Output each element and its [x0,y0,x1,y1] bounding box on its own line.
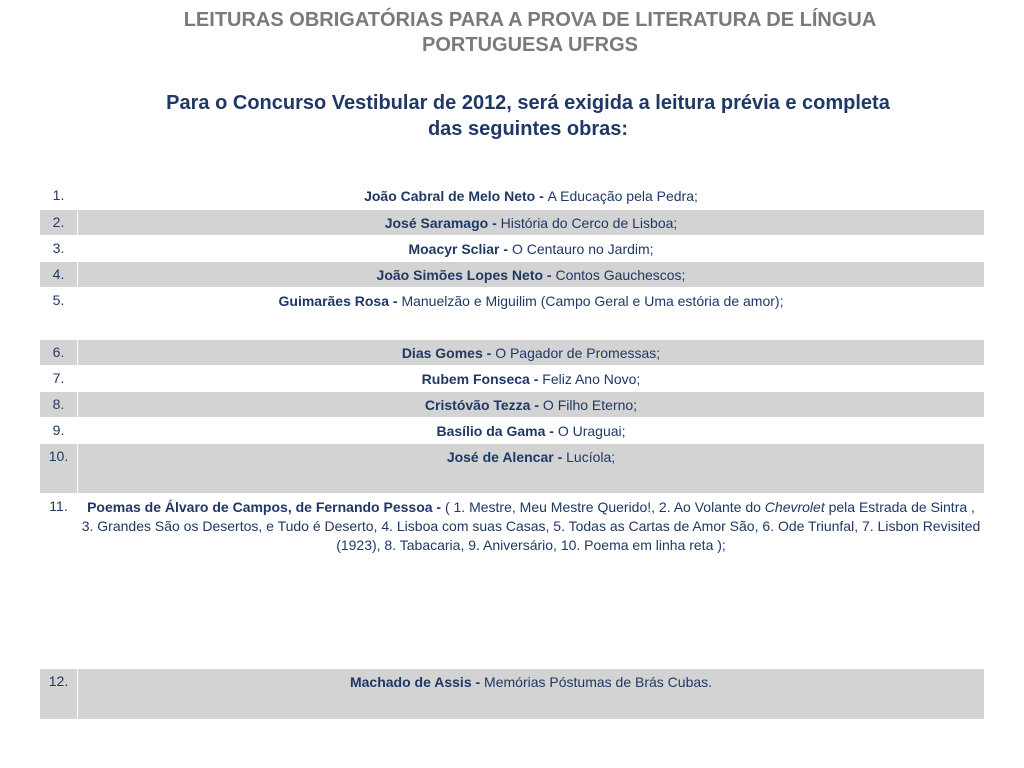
row-content [78,262,984,287]
row-content [78,236,984,261]
author-name: Poemas de Álvaro de Campos, de Fernando Pessoa - [87,499,445,515]
row-content [78,418,984,443]
work-title-part1: ( 1. Mestre, Meu Mestre Querido!, 2. Ao Volante do [444,499,765,515]
table-row [40,365,984,391]
table-row [40,235,984,261]
row-content [78,392,984,417]
row-number: 8. [40,392,78,417]
page-title-line1: LEITURAS OBRIGATÓRIAS PARA A PROVA DE LITERATURA DE LÍNGUA [183,9,877,31]
work-title-italic: Chevrolet [764,499,825,515]
row-number: 11. [40,494,78,668]
work-title: História do Cerco de Lisboa; [500,215,678,231]
table-row [40,287,984,339]
row-number: 2. [40,210,78,235]
row-content [78,288,984,339]
table-row [40,339,984,365]
table-row [40,417,984,443]
row-number: 10. [40,444,78,493]
work-title: A Educação pela Pedra; [547,188,698,204]
table-row [40,182,984,209]
author-name: Machado de Assis - [349,674,485,690]
page-title-line2: PORTUGUESA UFRGS [422,34,638,56]
author-name: Cristóvão Tezza - [424,397,543,413]
row-number: 12. [40,669,78,719]
table-row [40,668,984,719]
row-content [78,210,984,235]
work-title: Memórias Póstumas de Brás Cubas. [484,674,713,690]
author-name: Basílio da Gama - [436,423,558,439]
row-content [78,366,984,391]
row-number: 6. [40,340,78,365]
work-title: Contos Gauchescos; [555,267,686,283]
author-name: Dias Gomes - [401,345,496,361]
subtitle-line2: das seguintes obras: [427,118,629,140]
work-title: Feliz Ano Novo; [542,371,641,387]
work-title: Manuelzão e Miguilim (Campo Geral e Uma estória de amor); [401,293,784,309]
row-content [78,183,984,209]
work-title: Lucíola; [566,449,616,465]
row-number: 4. [40,262,78,287]
table-row [40,391,984,417]
work-title: O Filho Eterno; [542,397,638,413]
work-title: O Centauro no Jardim; [511,241,654,257]
author-name: José de Alencar - [446,449,567,465]
author-name: Guimarães Rosa - [278,293,402,309]
row-number: 7. [40,366,78,391]
row-content [78,444,984,493]
page-title [0,8,1024,58]
subtitle-line1: Para o Concurso Vestibular de 2012, será exigida a leitura prévia e completa [166,92,890,114]
author-name: Moacyr Scliar - [408,241,512,257]
author-name: João Cabral de Melo Neto - [364,188,548,204]
row-number: 1. [40,183,78,209]
table-row [40,209,984,235]
author-name: Rubem Fonseca - [421,371,543,387]
work-title-part2: pela Estrada de Sintra , 3. Grandes São os Desertos, e Tudo é Deserto, 4. Lisboa com suas Casas, 5. Todas as Cartas de Amor São, 6. Ode Triunfal, 7. Lisbon Revisited (1923), 8. Tabacaria, 9. Aniversário, 10. Poema em linha reta ); [81,499,981,553]
row-number: 9. [40,418,78,443]
row-number: 3. [40,236,78,261]
readings-table [40,182,984,719]
row-content [78,494,984,668]
row-content [78,340,984,365]
work-title: O Pagador de Promessas; [495,345,661,361]
subtitle [0,90,1024,142]
author-name: José Saramago - [384,215,501,231]
row-number: 5. [40,288,78,339]
table-row [40,493,984,668]
author-name: João Simões Lopes Neto - [376,267,556,283]
table-row [40,261,984,287]
row-content [78,669,984,719]
table-row [40,443,984,493]
work-title: O Uraguai; [557,423,626,439]
